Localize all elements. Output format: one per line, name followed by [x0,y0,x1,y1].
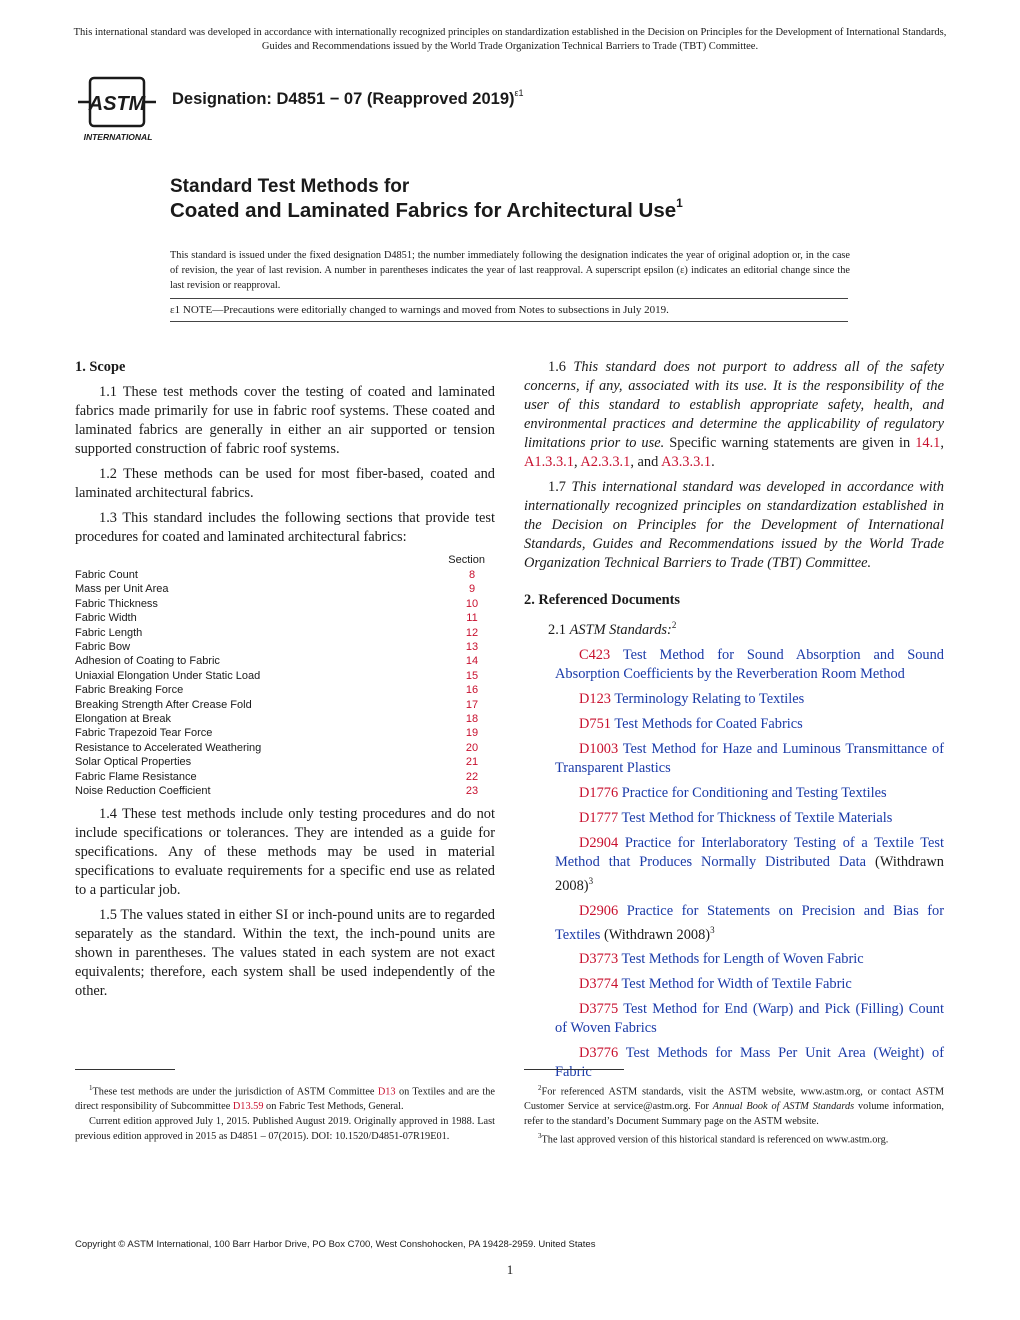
footnote-1-mark: 1 [89,1084,93,1092]
epsilon-mark: ε1 [170,304,181,316]
reference-item [524,784,944,803]
refdocs-heading: 2. Referenced Documents [524,592,680,608]
section-table-row [75,669,495,683]
section-label: Breaking Strength After Crease Fold [75,698,252,711]
footnotes-right [524,1081,944,1148]
footnote-1-edition: Current edition approved July 1, 2015. Published August 2019. Originally approved in 1988. Last previous edition approved in 2015 as D4851 – 07(2015). DOI: 10.1520/D4851-07R19E01. [75,1116,495,1143]
reference-code-link[interactable]: D2906 [579,902,619,919]
reference-title-link[interactable]: Test Method for Haze and Luminous Transmittance of Transparent Plastics [555,740,944,776]
section-label: Fabric Flame Resistance [75,770,197,783]
section-table-row [75,784,495,798]
footnote-2-italic: Annual Book of ASTM Standards [712,1101,855,1113]
para-1-1: 1.1 These test methods cover the testing of coated and laminated fabrics made primarily for use in fabric roof systems. These coated and laminated fabrics are generally in either an air supported or tension supported construction of fabric roof systems. [75,384,495,457]
reference-item [524,975,944,994]
reference-code-link[interactable]: D2904 [579,834,619,851]
copyright: Copyright © ASTM International, 100 Barr Harbor Drive, PO Box C700, West Conshohocken, PA 19428-2959. United States [75,1239,596,1250]
page-number: 1 [506,1262,514,1277]
reference-item [524,834,944,896]
reference-title-link[interactable]: Test Methods for Coated Fabrics [610,715,803,732]
para-1-7-number: 1.7 [548,479,566,495]
footnote-3 [524,1129,944,1147]
para-1-6 [524,358,944,472]
reference-note: (Withdrawn 2008) [555,853,944,894]
reference-list [524,646,944,1083]
scope-heading: 1. Scope [75,359,126,375]
section-table-row [75,611,495,625]
section-table-row [75,741,495,755]
reference-code-link[interactable]: D3774 [579,976,619,993]
section-label: Adhesion of Coating to Fabric [75,655,220,668]
warning-link-a3[interactable]: A3.3.3.1 [661,454,712,470]
section-number-link[interactable]: 18 [465,713,479,726]
reference-note: (Withdrawn 2008) [600,926,711,943]
reference-code-link[interactable]: D3775 [579,1001,619,1018]
title-line-2 [170,196,683,223]
warning-link-14-1[interactable]: 14.1 [915,435,941,451]
header-note: This international standard was developed in accordance with internationally recognized principles on standardization established in the Decision on Principles for the Development of International Standards, Guides and Recommendations issued by the World Trade Organization Technical Barriers to Trade (TBT) Committee. [73,27,947,52]
section-label: Fabric Trapezoid Tear Force [75,727,213,740]
reference-item [524,809,944,828]
reference-title-link[interactable]: Test Method for Sound Absorption and Sound Absorption Coefficients by the Reverberation Room Method [555,646,944,682]
section-table-row [75,755,495,769]
para-1-6-tail: Specific warning statements are given in [669,435,911,451]
section-number-link[interactable]: 12 [465,626,479,639]
reference-code-link[interactable]: D123 [579,690,611,707]
designation [172,90,524,109]
section-number-link[interactable]: 15 [465,669,479,682]
footnote-1-text-b: on Textiles and are the direct responsibility of Subcommittee [75,1086,495,1113]
section-label: Fabric Bow [75,641,131,654]
separator: , [573,454,581,470]
issued-statement: This standard is issued under the fixed designation D4851; the number immediately following the designation indicates the year of original adoption or, in the case of revision, the year of last revision. A number in parentheses indicates the year of last reapproval. A superscript epsilon (ε) indicates an editorial change since the last revision or reapproval. [170,250,850,291]
reference-item [524,950,944,969]
section-label: Elongation at Break [75,713,172,726]
astm-logo [76,76,162,146]
section-number-link[interactable]: 16 [465,684,479,697]
reference-item [524,1044,944,1082]
section-label: Fabric Length [75,626,143,639]
para-1-4: 1.4 These test methods include only testing procedures and do not include specifications or tolerances. They are intended as a guide for specifications. Any of these methods may be used in material specifications to evaluate requirements for a specific end use as related to a particular job. [75,805,495,898]
reference-item [524,902,944,945]
subcommittee-link-d13-59[interactable]: D13.59 [232,1101,264,1113]
reference-title-link[interactable]: Terminology Relating to Textiles [610,690,805,707]
section-table-row [75,726,495,740]
footnote-rule [524,1069,624,1070]
footnote-2 [524,1081,944,1129]
footnote-2-mark: 2 [538,1084,542,1092]
section-table [75,553,495,799]
footnote-1-text-c: on Fabric Test Methods, General. [263,1101,404,1113]
reference-title-link[interactable]: Practice for Conditioning and Testing Textiles [618,784,887,801]
reference-title-link[interactable]: Test Methods for Length of Woven Fabric [618,951,864,968]
footnote-rule [75,1069,175,1070]
reference-code-link[interactable]: D3776 [579,1045,619,1062]
para-2-1-label: ASTM Standards: [569,621,672,638]
para-2-1 [524,616,944,640]
reference-item [524,1000,944,1038]
epsilon-note-text: NOTE—Precautions were editorially changed to warnings and moved from Notes to subsections in July 2019. [180,304,669,316]
para-1-3: 1.3 This standard includes the following sections that provide test procedures for coated and laminated architectural fabrics: [75,510,495,545]
para-2-1-number: 2.1 [548,621,566,638]
left-column [75,358,495,1007]
separator: . [711,454,715,470]
footnotes-left [75,1081,495,1144]
reference-code-link[interactable]: D751 [579,715,611,732]
reference-code-link[interactable]: D1776 [579,784,619,801]
reference-title-link[interactable]: Practice for Statements on Precision and Bias for Textiles [555,902,944,943]
reference-code-link[interactable]: D1777 [579,809,619,826]
reference-title-link[interactable]: Practice for Interlaboratory Testing of a Textile Test Method that Produces Normally Distributed Data [555,834,944,870]
section-number-link[interactable]: 10 [465,597,479,610]
section-number-link[interactable]: 22 [465,770,479,783]
para-1-2: 1.2 These methods can be used for most fiber-based, coated and laminated architectural fabrics. [75,466,495,501]
para-1-5: 1.5 The values stated in either SI or inch-pound units are to regarded separately as the standard. Within the text, the inch-pound units are shown in parentheses. The values stated in each system are not exact equivalents; therefore, each system shall be used independently of the other. [75,906,495,999]
separator: , [940,435,944,451]
section-number-link[interactable]: 23 [465,785,479,798]
section-number-link[interactable]: 13 [465,641,479,654]
section-table-row [75,640,495,654]
reference-title-link[interactable]: Test Method for Width of Textile Fabric [618,976,852,993]
section-table-row [75,582,495,596]
reference-item [524,740,944,778]
divider [170,298,848,299]
section-table-header: Section [448,554,485,566]
para-1-7-italic: This international standard was developed in accordance with internationally recognized principles on standardization established in the Decision on Principles for the Development of International Standards, Guides and Recommendations issued by the World Trade Organization Technical Barriers to Trade (TBT) Committee. [524,479,944,571]
reference-footnote-mark: 3 [710,924,715,935]
section-table-row [75,712,495,726]
section-table-row [75,597,495,611]
section-number-link[interactable]: 9 [468,583,476,596]
para-1-6-number: 1.6 [548,359,566,375]
section-number-link[interactable]: 21 [465,756,479,769]
footnote-3-text: The last approved version of this historical standard is referenced on www.astm.org. [541,1134,889,1146]
section-number-link[interactable]: 8 [468,569,476,581]
committee-link-d13[interactable]: D13 [377,1086,396,1098]
para-2-1-sup: 2 [671,620,677,630]
reference-code-link[interactable]: D3773 [579,951,619,968]
reference-title-link[interactable]: Test Methods for Mass Per Unit Area (Weight) of Fabric [555,1045,944,1081]
section-number-link[interactable]: 20 [465,741,479,754]
section-table-rows [75,568,495,799]
reference-code-link[interactable]: D1003 [579,740,619,757]
section-label: Solar Optical Properties [75,756,192,769]
section-number-link[interactable]: 11 [466,612,478,625]
logo-caption: INTERNATIONAL [83,132,153,142]
section-label: Mass per Unit Area [75,583,169,596]
section-table-row [75,654,495,668]
footnote-1-text-a: These test methods are under the jurisdiction of ASTM Committee [92,1086,378,1098]
divider [170,321,848,322]
epsilon-note [170,304,669,316]
designation-text: Designation: D4851 − 07 (Reapproved 2019) [172,90,515,108]
logo-letters: ASTM [88,93,146,115]
para-1-7 [524,478,944,573]
footnote-2-text-a: For referenced ASTM standards, visit the ASTM website, www.astm.org, or contact ASTM Customer Service at service@astm.org. For [524,1086,944,1113]
reference-title-link[interactable]: Test Method for End (Warp) and Pick (Filling) Count of Woven Fabrics [555,1001,944,1037]
section-label: Noise Reduction Coefficient [75,785,211,798]
reference-item [524,715,944,734]
section-label: Resistance to Accelerated Weathering [75,741,262,754]
section-label: Fabric Width [75,612,137,625]
title-footnote-mark: 1 [676,196,683,210]
separator: , and [630,454,662,470]
reference-title-link[interactable]: Test Method for Thickness of Textile Materials [618,809,893,826]
warning-link-a1[interactable]: A1.3.3.1 [524,454,574,470]
section-table-row [75,683,495,697]
para-1-6-italic: This standard does not purport to address all of the safety concerns, if any, associated with its use. It is the responsibility of the user of this standard to establish appropriate safety, health, and environmental practices and determine the applicability of regulatory limitations prior to use. [524,359,944,451]
section-label: Fabric Breaking Force [75,684,184,697]
footnote-1 [75,1081,495,1114]
footnote-2-text-b: volume information, refer to the standard’s Document Summary page on the ASTM website. [524,1101,944,1128]
section-table-row [75,770,495,784]
section-label: Fabric Count [75,569,138,581]
warning-link-a2[interactable]: A2.3.3.1 [580,454,631,470]
section-table-row [75,568,495,582]
reference-item [524,646,944,684]
right-column [524,358,944,1088]
title-line-1: Standard Test Methods for [170,176,410,197]
section-table-row [75,626,495,640]
section-label: Uniaxial Elongation Under Static Load [75,669,261,682]
section-table-row [75,698,495,712]
section-label: Fabric Thickness [75,597,158,610]
section-number-link[interactable]: 19 [465,727,479,740]
footnote-3-mark: 3 [538,1132,542,1141]
reference-footnote-mark: 3 [588,875,594,886]
reference-code-link[interactable]: C423 [579,646,611,663]
astm-logo-icon [76,76,162,146]
designation-sup: ε1 [514,88,524,98]
section-number-link[interactable]: 14 [465,655,479,668]
title-line-2-text: Coated and Laminated Fabrics for Architectural Use [170,199,677,222]
reference-item [524,690,944,709]
section-number-link[interactable]: 17 [465,698,479,711]
